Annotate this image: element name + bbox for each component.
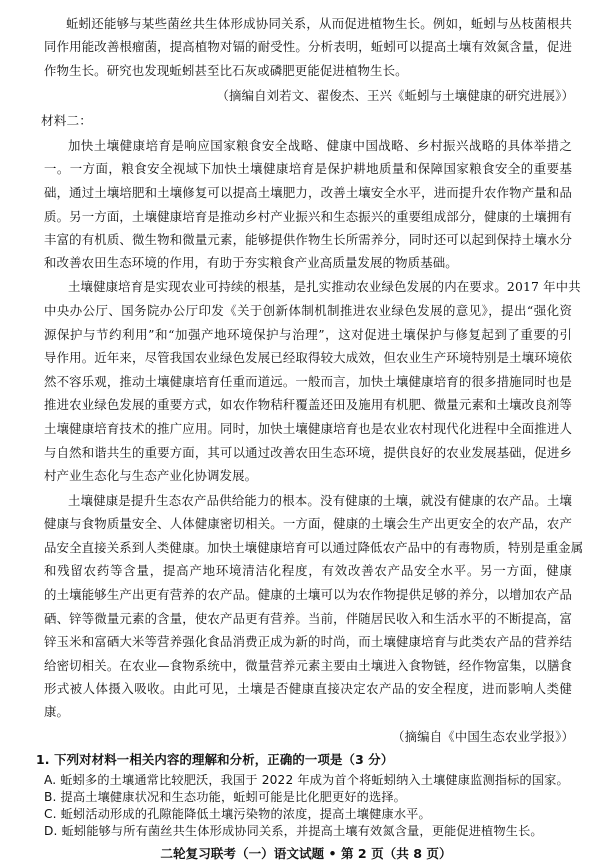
paragraph-line: 作物生长。研究也发现蚯蚓甚至比石灰或磷肥更能促进植物生长。 [44,63,408,78]
paragraph-line: 推进农业绿色发展的重要方式，如农作物秸秆覆盖还田及施用有机肥、微量元素和土壤改良剂等 [44,397,572,412]
source-citation: （摘编自刘若文、翟俊杰、王兴《蚯蚓与土壤健康的研究进展》） [216,88,574,103]
page-footer: 二轮复习联考（一）语文试题 • 第 2 页（共 8 页） [160,846,452,861]
section-heading: 材料二： [41,113,92,128]
paragraph-line: 健康与食物质量安全、人体健康密切相关。一方面，健康的土壤会生产出更安全的农产品，农产 [44,516,572,531]
paragraph-line: 给密切相关。在农业—食物系统中，微量营养元素主要由土壤进入食物链，经作物富集，以膳食 [44,658,572,673]
question-stem: 1. 下列对材料一相关内容的理解和分析，正确的一项是（3 分） [36,752,394,767]
paragraph-line: 品安全直接关系到人类健康。加快土壤健康培育可以通过降低农产品中的有毒物质，特别是重金属 [44,540,584,555]
paragraph-line: 硒、锌等微量元素的含量，使农产品更有营养。当前，伴随居民收入和生活水平的不断提高，富 [44,611,572,626]
paragraph-line: 同作用能改善根瘤菌，提高植物对镉的耐受性。分析表明，蚯蚓可以提高土壤有效氮含量，促进 [44,39,572,54]
paragraph-line: 和改善农田生态环境的作用，有助于夯实粮食产业高质量发展的物质基础。 [44,255,458,270]
paragraph-line: 的土壤能够生产出更有营养的农产品。健康的土壤可以为农作物提供足够的养分，以增加农产品 [44,587,572,602]
paragraph-line: 源保护与节约利用”和“加强产地环境保护与治理”，这对促进土壤保护与修复起到了重要的引 [44,327,572,342]
paragraph-line: 导作用。近年来，尽管我国农业绿色发展已经取得较大成效，但农业生产环境特别是土壤环境依 [44,350,572,365]
paragraph-line: 与自然和谐共生的重要方面，其可以通过改善农田生态环境，提供良好的农业发展基础，促进乡 [44,445,572,460]
source-citation: （摘编自《中国生态农业学报》） [392,729,574,744]
paragraph-line: 锌玉米和富硒大米等营养强化食品消费正成为新的时尚，而土壤健康培育与此类农产品的营养结 [44,634,572,649]
paragraph-line: 土壤健康是提升生态农产品供给能力的根本。没有健康的土壤，就没有健康的农产品。土壤 [68,493,572,508]
paragraph-line: 然不容乐观，推动土壤健康培育任重而道远。一般而言，加快土壤健康培育的很多措施同时也是 [44,374,572,389]
paragraph-line: 形式被人体摄入吸收。由此可见，土壤是否健康直接决定农产品的安全程度，进而影响人类健 [44,681,572,696]
paragraph-line: 中央办公厅、国务院办公厅印发《关于创新体制机制推进农业绿色发展的意见》，提出“强化资 [44,303,572,318]
paragraph-line: 加快土壤健康培育是响应国家粮食安全战略、健康中国战略、乡村振兴战略的具体举措之 [68,138,572,153]
paragraph-line: 础，通过土壤培肥和土壤修复可以提高土壤肥力，改善土壤安全水平，进而提升农作物产量和品 [44,185,572,200]
paragraph-line: 质。另一方面，土壤健康培育是推动乡村产业振兴和生态振兴的重要组成部分，健康的土壤拥有 [44,209,572,224]
option-b[interactable]: B. 提高土壤健康状况和生态功能，蚯蚓可能是比化肥更好的选择。 [44,790,407,804]
paragraph-line: 和残留农药等含量，提高产地环境清洁化程度，有效改善农产品安全水平。另一方面，健康 [44,563,572,578]
option-c[interactable]: C. 蚯蚓活动形成的孔隙能降低土壤污染物的浓度，提高土壤健康水平。 [44,807,431,821]
paragraph-line: 土壤健康培育是实现农业可持续的根基，是扎实推动农业绿色发展的内在要求。2017 年中共 [68,279,581,294]
paragraph-line: 一。一方面，粮食安全视域下加快土壤健康培育是保护耕地质量和保障国家粮食安全的重要基 [44,161,572,176]
paragraph-line: 蚯蚓还能够与某些菌丝共生体形成协同关系，从而促进植物生长。例如，蚯蚓与丛枝菌根共 [66,16,572,31]
paragraph-line: 村产业生态化与生态产业化协调发展。 [44,468,258,483]
option-a[interactable]: A. 蚯蚓多的土壤通常比较肥沃，我国于 2022 年成为首个将蚯蚓纳入土壤健康监测指标的国家。 [44,773,569,787]
option-d[interactable]: D. 蚯蚓能够与所有菌丝共生体形成协同关系，并提高土壤有效氮含量，更能促进植物生长。 [44,824,543,838]
paragraph-line: 丰富的有机质、微生物和微量元素，能够提供作物生长所需养分，同时还可以起到保持土壤水分 [44,232,572,247]
paragraph-line: 土壤健康培育技术的推广应用。同时，加快土壤健康培育也是农业农村现代化进程中全面推进人 [44,421,572,436]
paragraph-line: 康。 [44,704,70,719]
